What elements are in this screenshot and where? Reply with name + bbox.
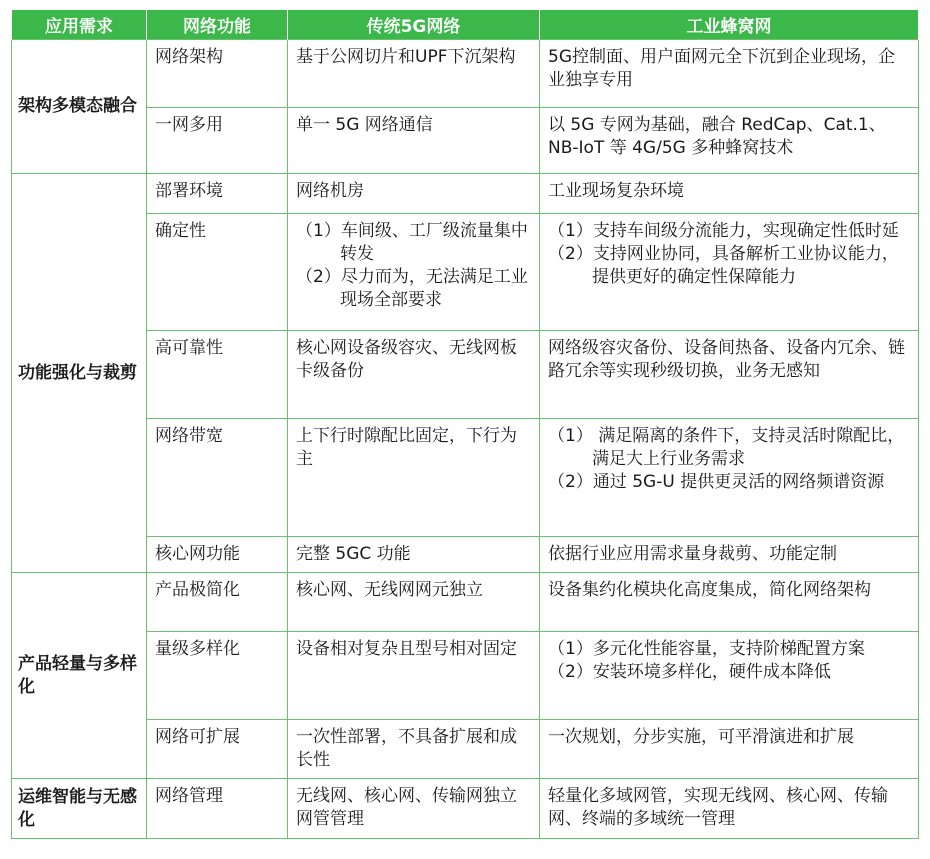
- list-item: （2）支持网业协同，具备解析工业协议能力， 提供更好的确定性保障能力: [548, 244, 899, 287]
- traditional-5g-cell: [288, 419, 540, 537]
- cell-text: 一次性部署，不具备扩展和成长性: [296, 727, 517, 770]
- list-item: （1）车间级、工厂级流量集中转发: [296, 221, 528, 264]
- table-row: [12, 779, 919, 839]
- cell-text: 基于公网切片和UPF下沉架构: [296, 47, 516, 67]
- cell-text: 一次规划，分步实施，可平滑演进和扩展: [548, 727, 854, 747]
- function-cell: 网络架构: [147, 40, 288, 108]
- industrial-cellular-cell: [540, 779, 919, 839]
- cell-text: 上下行时隙配比固定，下行为主: [296, 426, 517, 469]
- cell-text: 依据行业应用需求量身裁剪、功能定制: [548, 544, 837, 564]
- list-item: （2）尽力而为，无法满足工业现场全部要求: [296, 267, 528, 310]
- traditional-5g-cell: [288, 720, 540, 779]
- header-traditional-5g: 传统5G网络: [288, 10, 540, 40]
- list-item: （2）通过 5G-U 提供更灵活的网络频谱资源: [548, 472, 885, 492]
- list-item: （1）支持车间级分流能力，实现确定性低时延: [548, 221, 899, 241]
- function-cell: 网络带宽: [147, 419, 288, 537]
- table-row: [12, 720, 919, 779]
- header-network-function: 网络功能: [147, 10, 288, 40]
- list-item: （2）安装环境多样化，硬件成本降低: [548, 662, 831, 682]
- table-row: [12, 632, 919, 720]
- traditional-5g-cell: [288, 174, 540, 214]
- cell-text: 工业现场复杂环境: [548, 181, 684, 201]
- list-item: （1） 满足隔离的条件下，支持灵活时隙配比， 满足大上行业务需求: [548, 426, 905, 469]
- traditional-5g-cell: [288, 40, 540, 108]
- comparison-table-container: [11, 10, 918, 839]
- traditional-5g-cell: [288, 108, 540, 174]
- cell-text: 以 5G 专网为基础，融合 RedCap、Cat.1、NB-IoT 等 4G/5G 多种蜂窝技术: [548, 115, 886, 158]
- cell-text: 轻量化多域网管，实现无线网、核心网、传输网、终端的多域统一管理: [548, 786, 888, 829]
- function-cell: 高可靠性: [147, 331, 288, 419]
- table-row: [12, 40, 919, 108]
- cell-text: 网络机房: [296, 181, 364, 201]
- industrial-cellular-cell: [540, 214, 919, 331]
- industrial-cellular-cell: [540, 174, 919, 214]
- table-row: [12, 331, 919, 419]
- cell-text: 核心网设备级容灾、无线网板卡级备份: [296, 338, 517, 381]
- cell-text: 完整 5GC 功能: [296, 544, 411, 564]
- category-cell: 产品轻量与多样化: [12, 573, 147, 779]
- industrial-cellular-cell: [540, 632, 919, 720]
- industrial-cellular-cell: [540, 331, 919, 419]
- table-row: [12, 108, 919, 174]
- traditional-5g-cell: [288, 779, 540, 839]
- cell-text: 核心网、无线网网元独立: [296, 580, 483, 600]
- header-row: [12, 10, 919, 40]
- traditional-5g-cell: [288, 632, 540, 720]
- table-row: [12, 419, 919, 537]
- function-cell: 产品极简化: [147, 573, 288, 632]
- function-cell: 核心网功能: [147, 537, 288, 573]
- function-cell: 一网多用: [147, 108, 288, 174]
- category-cell: 功能强化与裁剪: [12, 174, 147, 573]
- industrial-cellular-cell: [540, 419, 919, 537]
- industrial-cellular-cell: [540, 537, 919, 573]
- header-application-need: 应用需求: [12, 10, 147, 40]
- header-industrial-cellular: 工业蜂窝网: [540, 10, 919, 40]
- function-cell: 网络管理: [147, 779, 288, 839]
- cell-text: 单一 5G 网络通信: [296, 115, 433, 135]
- table-row: [12, 174, 919, 214]
- category-cell: 运维智能与无感化: [12, 779, 147, 839]
- traditional-5g-cell: [288, 214, 540, 331]
- cell-text: 5G控制面、用户面网元全下沉到企业现场，企业独享专用: [548, 47, 895, 90]
- function-cell: 量级多样化: [147, 632, 288, 720]
- table-row: [12, 214, 919, 331]
- traditional-5g-cell: [288, 573, 540, 632]
- list-item: （1）多元化性能容量，支持阶梯配置方案: [548, 639, 865, 659]
- cell-text: 设备集约化模块化高度集成，简化网络架构: [548, 580, 871, 600]
- cell-text: 设备相对复杂且型号相对固定: [296, 639, 517, 659]
- industrial-cellular-cell: [540, 40, 919, 108]
- cell-text: 无线网、核心网、传输网独立网管管理: [296, 786, 517, 829]
- industrial-cellular-cell: [540, 108, 919, 174]
- category-cell: 架构多模态融合: [12, 40, 147, 174]
- cell-text: 网络级容灾备份、设备间热备、设备内冗余、链路冗余等实现秒级切换，业务无感知: [548, 338, 905, 381]
- industrial-cellular-cell: [540, 720, 919, 779]
- table-row: [12, 537, 919, 573]
- table-row: [12, 573, 919, 632]
- function-cell: 部署环境: [147, 174, 288, 214]
- traditional-5g-cell: [288, 537, 540, 573]
- traditional-5g-cell: [288, 331, 540, 419]
- function-cell: 网络可扩展: [147, 720, 288, 779]
- industrial-cellular-cell: [540, 573, 919, 632]
- function-cell: 确定性: [147, 214, 288, 331]
- comparison-table: [11, 10, 919, 839]
